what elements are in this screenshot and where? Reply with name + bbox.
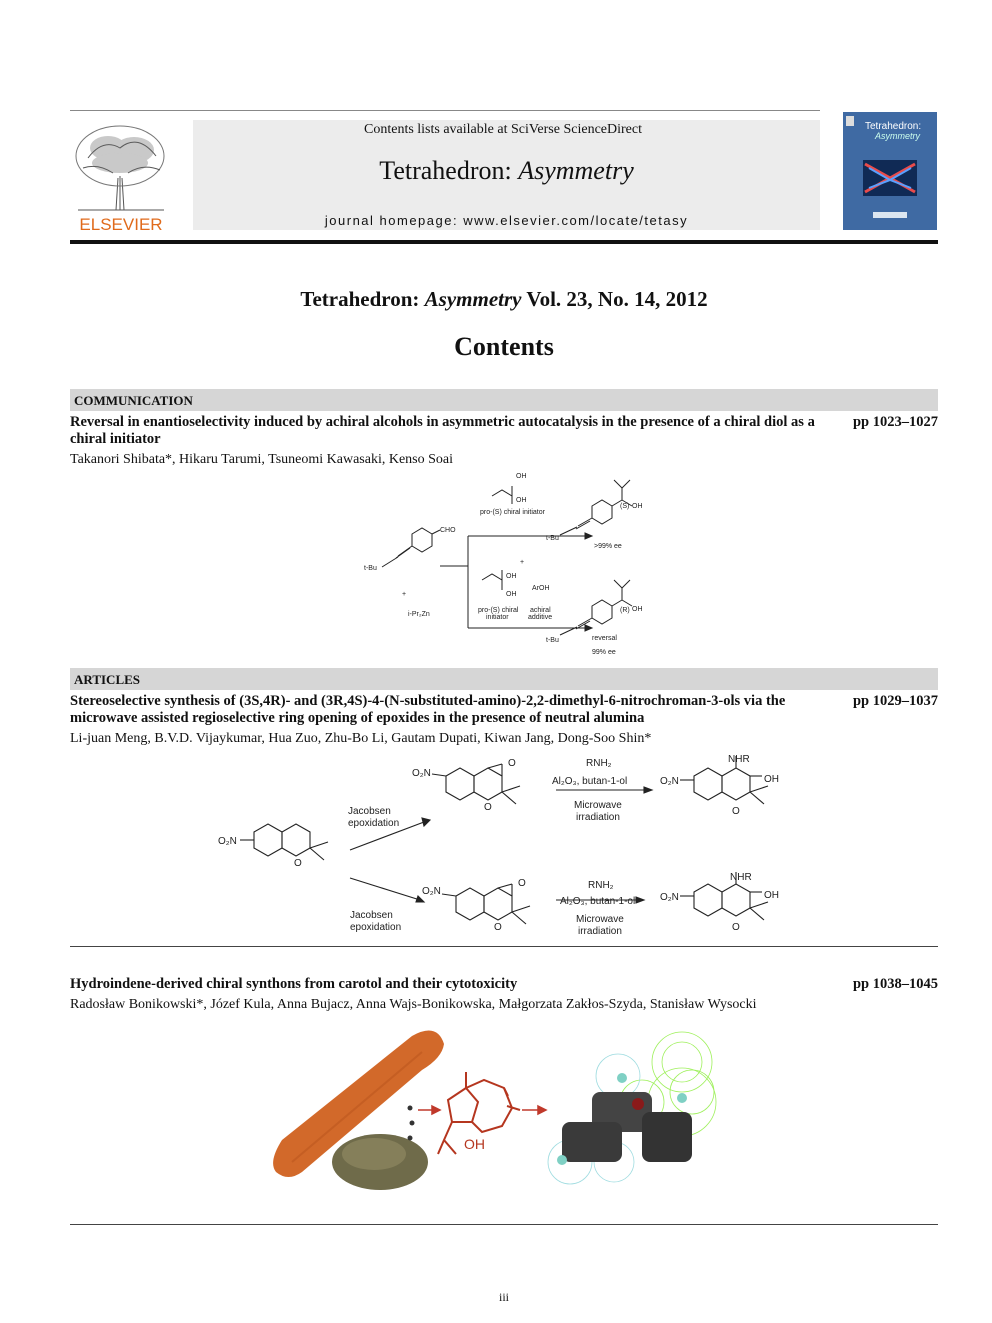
o2n-start: O₂N: [218, 836, 237, 847]
reversal-label: reversal: [592, 635, 617, 642]
ee-bottom: 99% ee: [592, 649, 616, 656]
article-authors-1: Takanori Shibata*, Hikaru Tarumi, Tsuneomi Kawasaki, Kenso Soai: [70, 452, 454, 467]
graphical-abstract-3: [262, 1022, 762, 1200]
tbu-label-1: t-Bu: [364, 565, 377, 572]
page-folio: iii: [498, 1290, 509, 1304]
irradiation-bottom: irradiation: [578, 926, 622, 937]
irradiation-top: irradiation: [576, 812, 620, 823]
o-product-bottom: O: [732, 922, 740, 933]
additive-label-a: achiral: [530, 607, 551, 614]
initiator-label: pro-(S) chiral initiator: [480, 509, 545, 516]
section-bar-articles: [70, 668, 938, 690]
oh-carotol: OH: [464, 1136, 485, 1152]
article-title-3[interactable]: Hydroindene-derived chiral synthons from carotol and their cytotoxicity: [70, 976, 518, 992]
oh-product-top: OH: [764, 774, 779, 785]
oh-diol-1b: OH: [516, 497, 527, 504]
s-label: (S): [620, 503, 630, 510]
plus-sign-2: +: [520, 559, 525, 566]
r-label: (R): [620, 607, 630, 614]
tbu-label-3: t-Bu: [546, 637, 559, 644]
article-pages-3: pp 1038–1045: [852, 976, 938, 992]
cho-label: CHO: [440, 527, 456, 534]
article-divider-1: [70, 946, 938, 947]
initiator-label-2b: initiator: [486, 614, 509, 621]
article-authors-2: Li-juan Meng, B.V.D. Vijaykumar, Hua Zuo, Zhu-Bo Li, Gautam Dupati, Kiwan Jang, Dong-Soo Shin*: [70, 731, 652, 746]
molecular-model-3d: [548, 1032, 716, 1184]
epoxidation-top: epoxidation: [348, 818, 400, 829]
microwave-bottom: Microwave: [576, 914, 624, 925]
o2n-product-top: O₂N: [660, 776, 679, 787]
oh-diol-1a: OH: [516, 473, 527, 480]
header-bottom-rule: [70, 240, 938, 244]
o-ring-top: O: [508, 758, 516, 769]
jacobsen-top: Jacobsen: [348, 806, 391, 817]
o-start: O: [294, 858, 302, 869]
jacobsen-bottom: Jacobsen: [350, 910, 393, 921]
oh-product-2: OH: [632, 606, 643, 613]
plus-sign: +: [402, 591, 407, 598]
article-divider-2: [70, 1224, 938, 1225]
journal-name: Tetrahedron: Asymmetry: [379, 156, 634, 185]
o-epoxide-bottom: O: [494, 922, 502, 933]
contents-lists-line: Contents lists available at SciVerse ScienceDirect: [364, 122, 642, 137]
elsevier-logo: [68, 118, 174, 234]
rnh2-top: RNH₂: [586, 758, 612, 769]
elsevier-wordmark: ELSEVIER: [79, 215, 163, 234]
section-label-communication: COMMUNICATION: [74, 393, 193, 408]
section-label-articles: ARTICLES: [74, 672, 141, 687]
ee-top: >99% ee: [594, 543, 622, 550]
initiator-label-2a: pro-(S) chiral: [478, 607, 519, 614]
nhr-top: NHR: [728, 754, 750, 765]
tbu-label-2: t-Bu: [546, 535, 559, 542]
article-pages-2: pp 1029–1037: [852, 693, 938, 709]
epoxidation-bottom: epoxidation: [350, 922, 402, 933]
o-product-top: O: [732, 806, 740, 817]
graphical-abstract-1: [360, 466, 660, 660]
section-bar-communication: [70, 389, 938, 411]
journal-cover-image: [843, 112, 937, 230]
graphical-abstract-2: [210, 752, 810, 942]
oh-diol-2a: OH: [506, 573, 517, 580]
oh-product-bottom: OH: [764, 890, 779, 901]
article-authors-3: Radosław Bonikowski*, Józef Kula, Anna Bujacz, Anna Wajs-Bonikowska, Małgorzata Zakłos-Szyda, Stanisław Wysocki: [70, 997, 757, 1012]
nhr-bottom: NHR: [730, 872, 752, 883]
o2n-product-bottom: O₂N: [660, 892, 679, 903]
issue-title: Tetrahedron: Asymmetry Vol. 23, No. 14, 2012: [300, 287, 708, 311]
o-epoxide-top: O: [484, 802, 492, 813]
seeds-image: [332, 1134, 428, 1190]
additive-label-b: additive: [528, 614, 553, 621]
journal-homepage: journal homepage: www.elsevier.com/locate/tetasy: [324, 213, 689, 228]
contents-heading: Contents: [454, 332, 554, 361]
rnh2-bottom: RNH₂: [588, 880, 614, 891]
article-title-1[interactable]: Reversal in enantioselectivity induced by achiral alcohols in asymmetric autocatalysis in the presence of a chiral diol as a chiral initiator: [70, 414, 815, 447]
zn-reagent: i-Pr₂Zn: [408, 611, 430, 618]
microwave-top: Microwave: [574, 800, 622, 811]
svg-text:Tetrahedron:: Tetrahedron:: [865, 121, 922, 132]
o2n-epoxide-bottom: O₂N: [422, 886, 441, 897]
svg-text:Asymmetry: Asymmetry: [875, 131, 920, 141]
article-pages-1: pp 1023–1027: [852, 414, 938, 430]
conditions-top: Al₂O₃, butan-1-ol: [552, 776, 628, 787]
oh-diol-2b: OH: [506, 591, 517, 598]
o2n-epoxide-top: O₂N: [412, 768, 431, 779]
oh-product-1: OH: [632, 503, 643, 510]
aroh-label: ArOH: [532, 585, 550, 592]
article-title-2[interactable]: Stereoselective synthesis of (3S,4R)- and (3R,4S)-4-(N-substituted-amino)-2,2-dimethyl-6-nitrochroman-3-ols via the microwave assisted regioselective ring opening of epoxides in the presence of neutral alumina: [70, 693, 786, 726]
header-top-rule: [70, 110, 820, 111]
conditions-bottom: Al₂O₃, butan-1-ol: [560, 896, 636, 907]
o-ring-bottom: O: [518, 878, 526, 889]
